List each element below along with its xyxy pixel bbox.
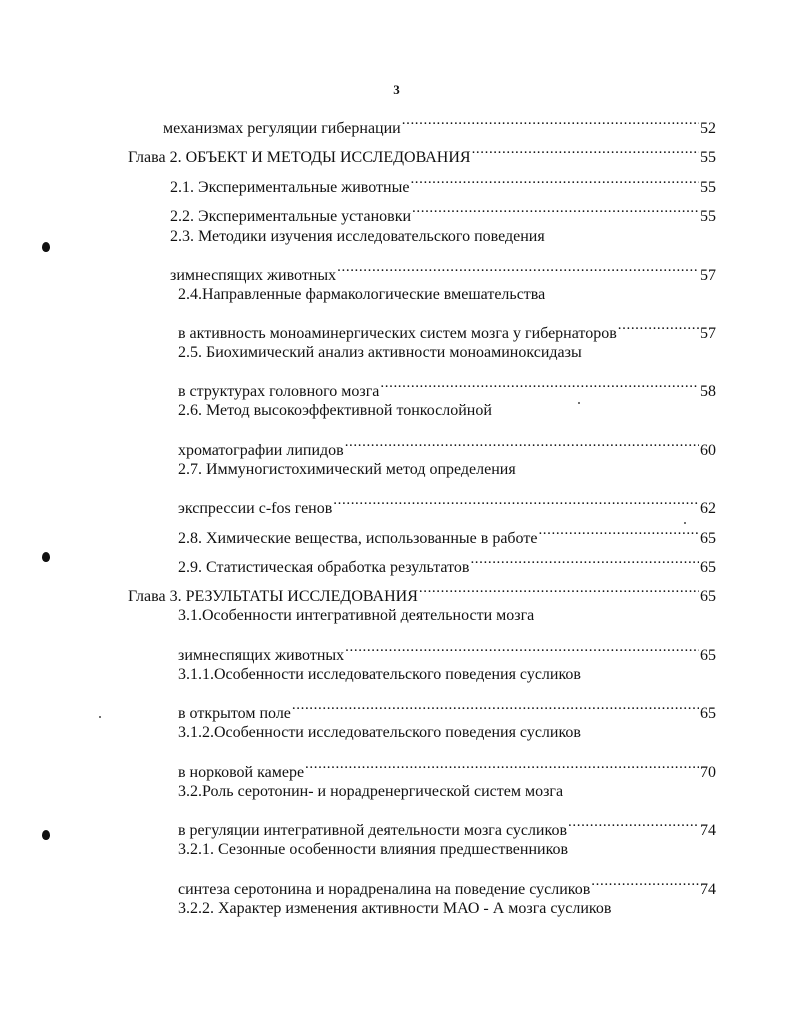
- toc-entry-text: 2.1. Экспериментальные животные: [170, 179, 410, 196]
- toc-line: [178, 689, 716, 722]
- toc-line: [128, 572, 716, 605]
- toc-entry-text: 3.1.Особенности интегративной деятельности мозга: [178, 607, 535, 624]
- toc-entry-page: 57: [700, 267, 716, 284]
- toc-entry-page: 62: [700, 500, 716, 517]
- toc-entry-text: 2.4.Направленные фармакологические вмешательства: [178, 286, 546, 303]
- toc-line: [178, 865, 716, 898]
- toc-line: [178, 396, 716, 425]
- scan-speck: [578, 402, 580, 404]
- toc-entry-page: 65: [700, 588, 716, 605]
- toc-line: [178, 280, 716, 309]
- scan-speck: [99, 716, 101, 718]
- toc-entry-text: механизмах регуляции гибернации: [163, 120, 401, 137]
- binder-hole-mark: [42, 242, 50, 252]
- toc-line: [178, 894, 716, 923]
- toc-line: [178, 455, 716, 484]
- toc-entry-text: в регуляции интегративной деятельности мозга сусликов: [178, 822, 568, 839]
- toc-line: [178, 367, 716, 400]
- toc-entry-text: в структурах головного мозга: [178, 383, 380, 400]
- toc-line: [178, 484, 716, 517]
- dot-leader: [292, 689, 699, 718]
- toc-entry-page: 74: [700, 822, 716, 839]
- dot-leader: [538, 514, 699, 543]
- dot-leader: [337, 251, 699, 280]
- toc-entry-page: 65: [700, 705, 716, 722]
- dot-leader: [345, 426, 699, 455]
- toc-entry-page: 55: [700, 179, 716, 196]
- toc-entry-page: 57: [700, 325, 716, 342]
- page-number: 3: [393, 82, 400, 97]
- toc-line: [178, 748, 716, 781]
- toc-entry-page: 74: [700, 881, 716, 898]
- binder-hole-mark: [42, 552, 50, 562]
- toc-entry-text: 3.2.1. Сезонные особенности влияния предшественников: [178, 841, 569, 858]
- toc-entry-text: 3.2.2. Характер изменения активности МАО - А мозга сусликов: [178, 900, 612, 917]
- toc-entry-text: зимнеспящих животных: [178, 647, 345, 664]
- dot-leader: [591, 865, 699, 894]
- toc-entry-text: 2.9. Статистическая обработка результатов: [178, 559, 470, 576]
- toc-line: [178, 338, 716, 367]
- toc-entry-page: 60: [700, 442, 716, 459]
- toc-entry-text: Глава 2. ОБЪЕКТ И МЕТОДЫ ИССЛЕДОВАНИЯ: [128, 149, 471, 166]
- toc-entry-page: 55: [700, 208, 716, 225]
- toc-entry-page: 70: [700, 764, 716, 781]
- dot-leader: [305, 748, 699, 777]
- toc-entry-text: Глава 3. РЕЗУЛЬТАТЫ ИССЛЕДОВАНИЯ: [128, 588, 418, 605]
- toc-line: [170, 222, 716, 251]
- dot-leader: [618, 309, 699, 338]
- dot-leader: [402, 104, 699, 133]
- dot-leader: [345, 631, 699, 660]
- toc-entry-page: 55: [700, 149, 716, 166]
- toc-entry-page: 65: [700, 530, 716, 547]
- toc-entry-text: 3.1.1.Особенности исследовательского поведения сусликов: [178, 666, 581, 683]
- toc-line: [170, 192, 716, 225]
- dot-leader: [470, 543, 699, 572]
- toc-line: [178, 601, 716, 630]
- toc-line: [178, 631, 716, 664]
- toc-line: [178, 426, 716, 459]
- toc-entry-text: 2.7. Иммуногистохимический метод определения: [178, 461, 516, 478]
- toc-entry-text: 2.5. Биохимический анализ активности моноаминоксидазы: [178, 344, 582, 361]
- toc-line: [170, 163, 716, 196]
- toc-line: [163, 104, 716, 137]
- toc-entry-page: 65: [700, 647, 716, 664]
- toc-entry-text: синтеза серотонина и норадреналина на поведение сусликов: [178, 881, 591, 898]
- toc-entry-text: 3.2.Роль серотонин- и норадренергической систем мозга: [178, 783, 564, 800]
- dot-leader: [568, 806, 699, 835]
- toc-entry-text: 2.3. Методики изучения исследовательского поведения: [170, 228, 545, 245]
- toc-entry-text: в норковой камере: [178, 764, 305, 781]
- dot-leader: [419, 572, 699, 601]
- dot-leader: [333, 484, 699, 513]
- toc-line: [170, 251, 716, 284]
- toc-line: [178, 514, 716, 547]
- toc-entry-text: 2.6. Метод высокоэффективной тонкослойной: [178, 402, 492, 419]
- toc-line: [178, 806, 716, 839]
- dot-leader: [472, 133, 699, 162]
- toc-line: [178, 660, 716, 689]
- toc-entry-text: 3.1.2.Особенности исследовательского поведения сусликов: [178, 724, 581, 741]
- dot-leader: [380, 367, 699, 396]
- toc-entry-page: 52: [700, 120, 716, 137]
- dot-leader: [412, 192, 699, 221]
- toc-entry-page: 65: [700, 559, 716, 576]
- toc-line: [178, 309, 716, 342]
- dot-leader: [410, 163, 699, 192]
- toc-entry-text: зимнеспящих животных: [170, 267, 337, 284]
- toc-line: [178, 835, 716, 864]
- toc-line: [178, 718, 716, 747]
- toc-entry-text: 2.2. Экспериментальные установки: [170, 208, 412, 225]
- toc-entry-text: 2.8. Химические вещества, использованные в работе: [178, 530, 538, 547]
- toc-line: [128, 133, 716, 166]
- toc-entry-page: 58: [700, 383, 716, 400]
- toc-line: [178, 777, 716, 806]
- toc-entry-text: хроматографии липидов: [178, 442, 344, 459]
- scan-speck: [684, 522, 686, 524]
- toc-line: [178, 543, 716, 576]
- toc-entry-text: в активность моноаминергических систем мозга у гибернаторов: [178, 325, 617, 342]
- toc-entry-text: в открытом поле: [178, 705, 291, 722]
- binder-hole-mark: [42, 830, 50, 840]
- toc-entry-text: экспрессии c-fos генов: [178, 500, 333, 517]
